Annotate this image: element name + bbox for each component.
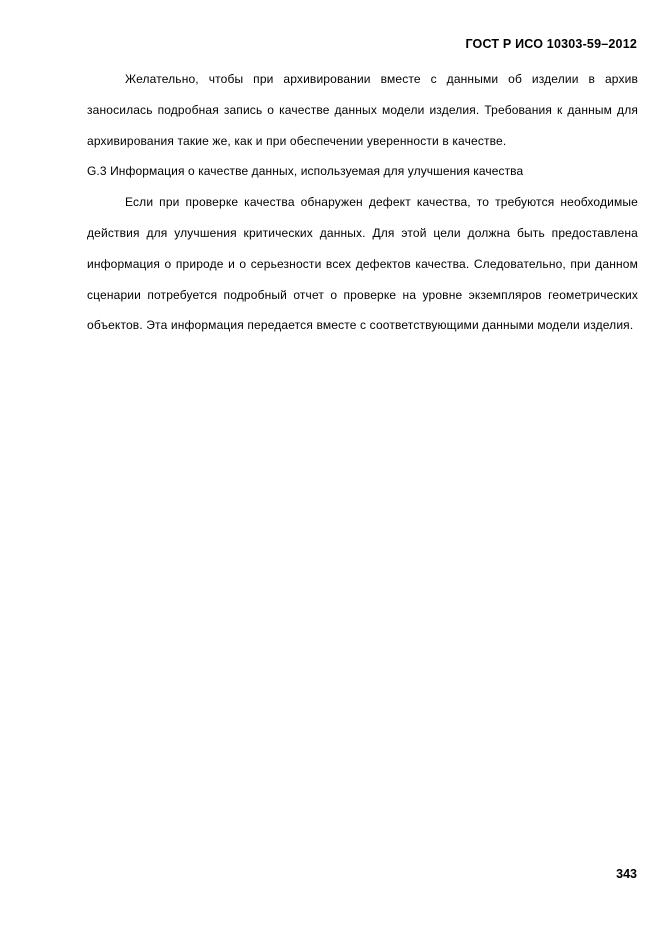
paragraph-archiving: Желательно, чтобы при архивировании вместе с данными об изделии в архив заносилась подробная запись о качестве данных модели изделия. Требования к данным для архивирования такие же, как и при обеспечении уверенности в качестве. — [87, 72, 638, 148]
standard-designation: ГОСТ Р ИСО 10303-59–2012 — [465, 37, 637, 51]
section-heading-g3: G.3 Информация о качестве данных, используемая для улучшения качества — [87, 164, 524, 179]
body-text — [87, 64, 638, 341]
page-number: 343 — [616, 867, 637, 881]
paragraph-quality-improvement: Если при проверке качества обнаружен дефект качества, то требуются необходимые действия для улучшения критических данных. Для этой цели должна быть предоставлена информация о природе и о серьезности всех дефектов качества. Следовательно, при данном сценарии потребуется подробный отчет о проверке на уровне экземпляров геометрических объектов. Эта информация передается вместе с соответствующими данными модели изделия. — [87, 195, 638, 333]
